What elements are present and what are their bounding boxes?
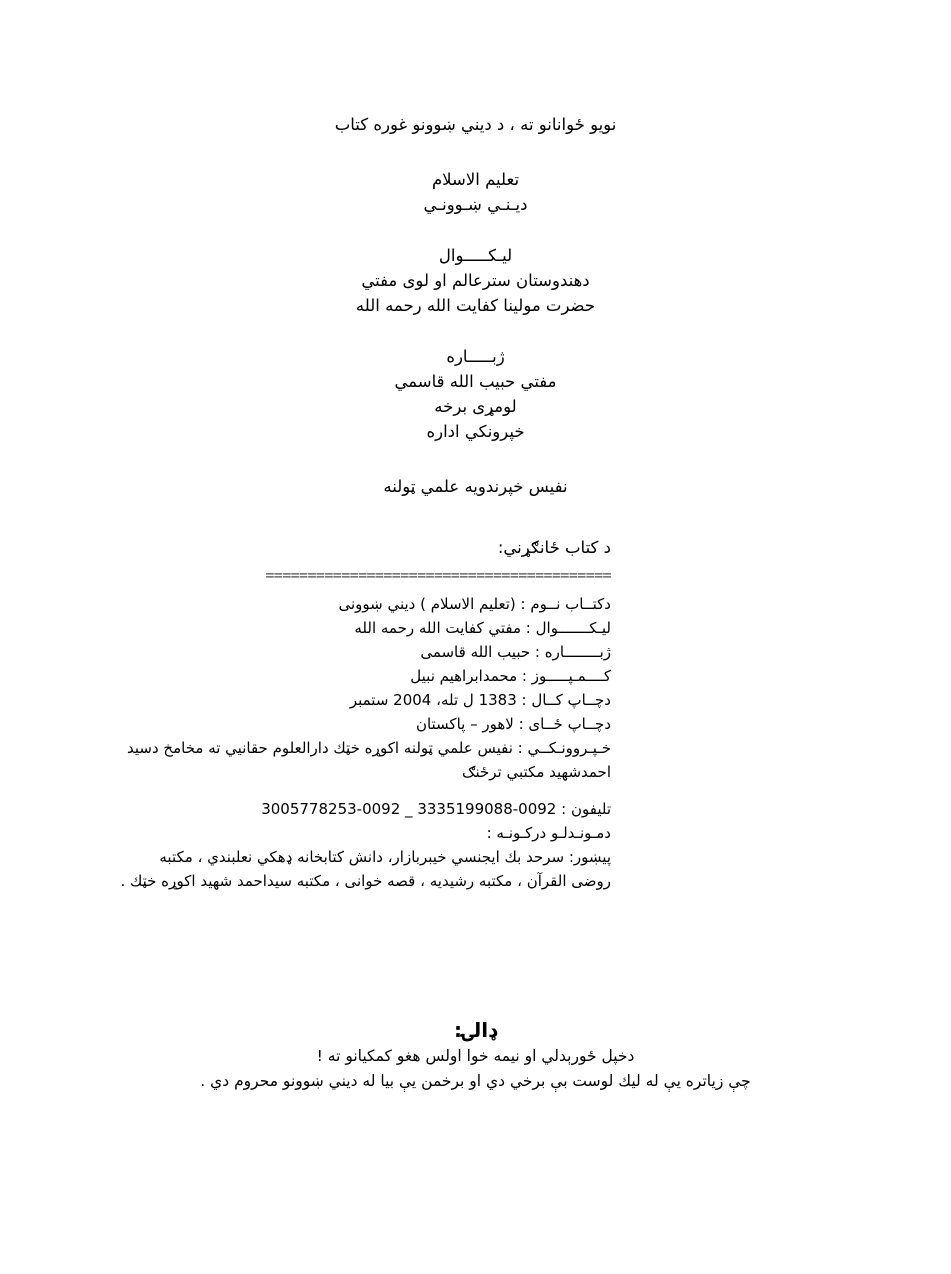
dedication-heading: ډالۍ: [454,1018,497,1042]
catalog-row-value: مفتي کفایت الله رحمه الله [354,619,522,637]
translator-name: مفتي حبیب الله قاسمي [394,372,557,391]
catalog-row-colon: : [556,800,567,818]
title-block [0,112,951,499]
catalog-row-value: لاهور – پاکستان [415,715,514,733]
catalog-row-label: کــــمـپـــــوز [531,667,611,685]
catalog-row-label: دکتــاب نــوم [530,595,611,613]
spacer [0,318,951,344]
catalog-block [0,536,951,893]
spacer [0,444,951,474]
dedication-line-2: چې زیاتره یې له لیك لوست بې برخي دي او برخمن یې بیا له دیني ښوونو محروم دي . [200,1072,751,1090]
catalog-inner [119,536,611,893]
catalog-row-colon: : [521,619,531,637]
phone-value: 0092-3335199088 _ 0092-3005778253 [261,800,557,818]
catalog-row-label: ژبــــــــاره [544,643,611,661]
catalog-row-label: دچــاپ کــال [531,691,611,709]
author-description: دهندوستان سترعالم او لوی مفتي [361,271,590,290]
dedication-header-line: نویو ځوانانو ته ، د دیني ښوونو غوره کتاب [334,115,617,134]
catalog-row-title [119,592,611,616]
catalog-heading: د کتاب ځانګړني: [497,538,611,557]
distribution-value: پیښور: سرحد بك ایجنسي خیبربازار، دانش کتابخانه ډهکي نعلبندي ، مکتبه روضی القرآن ، مکتبه رشیدیه ، قصه خوانی ، مکتبه سیداحمد شهید اکوړه خټك . [120,848,611,890]
catalog-row-label: خـپـروونـکــي [527,739,611,757]
catalog-row-value: نفیس علمي ټولنه اکوړه خټك دارالعلوم حقانیي ته مخامخ دسید احمدشهید مکتبي ترځنګ [127,739,611,781]
author-label: لیـکـــــوال [438,246,513,265]
publishing-body: خپرونکي اداره [426,422,525,441]
spacer [0,137,951,167]
catalog-row-label: دچــاپ ځــای [528,715,611,733]
catalog-row-colon: : [513,715,524,733]
catalog-row-colon: : [517,667,527,685]
book-subtitle: دیـنـي ښـوونـي [423,195,528,214]
phone-label: تلیفون [570,800,611,818]
catalog-row-colon: : [515,595,526,613]
catalog-row-translator [119,640,611,664]
distribution-label: دمـونـدلـو درکـونـه : [486,824,611,842]
catalog-row-label: لیـکـــــــوال [535,619,611,637]
catalog-row-value: حبیب الله قاسمی [420,643,531,661]
translator-label: ژبـــــاره [446,347,505,366]
volume-label: لومړی برخه [434,397,517,416]
book-title: تعلیم الاسلام [431,170,520,189]
catalog-row-phone [119,797,611,821]
catalog-row-composer [119,664,611,688]
catalog-row-year [119,688,611,712]
catalog-row-value: 1383 ل تله، 2004 ستمبر [349,691,517,709]
catalog-row-author [119,616,611,640]
catalog-row-colon: : [512,739,523,757]
catalog-row-publisher [119,736,611,784]
author-name: حضرت مولینا کفایت الله رحمه الله [355,296,596,315]
spacer [119,784,611,797]
catalog-row-place [119,712,611,736]
catalog-row-colon: : [516,691,527,709]
dedication-line-1: دخپل ځورېدلي او نیمه خوا اولس هغو کمکیانو ته ! [316,1047,635,1065]
catalog-row-colon: : [530,643,540,661]
spacer [0,217,951,243]
dedication-block [0,1016,951,1094]
catalog-row-value: (تعلیم الاسلام ) دیني ښوونی [338,595,516,613]
catalog-row-value: محمدابراهیم نبیل [410,667,518,685]
separator-rule: ========================================= [265,567,611,583]
publisher-name: نفیس خپرندویه علمي ټولنه [383,477,568,496]
